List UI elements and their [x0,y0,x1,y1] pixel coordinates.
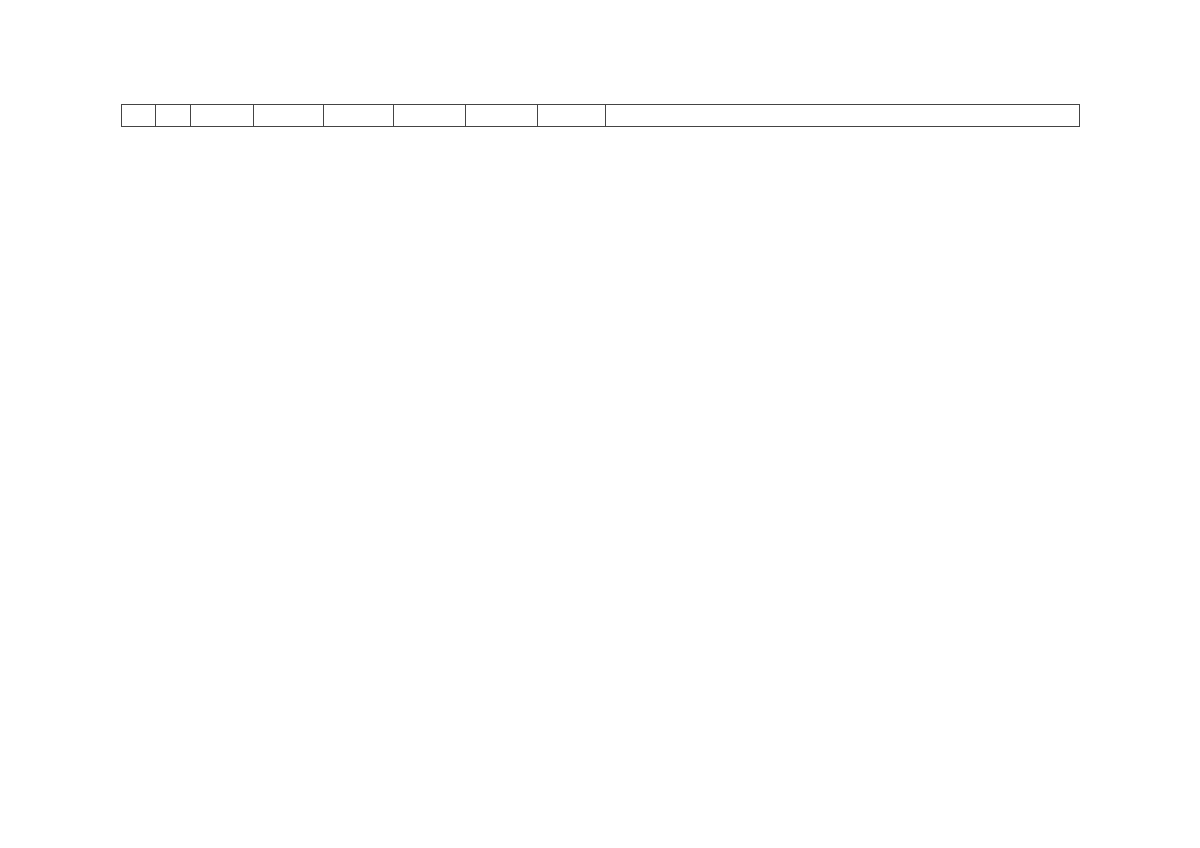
col-market [606,105,1080,127]
col-species [122,105,156,127]
col-high [538,105,606,127]
col-curved [254,105,324,127]
col-diameter [191,105,254,127]
col-length [156,105,191,127]
col-diameter-2 [324,105,394,127]
col-mid-straight [466,105,538,127]
title-row [0,54,1200,80]
price-table [121,104,1080,798]
col-small-curve [394,105,466,127]
header-row [122,105,1080,127]
